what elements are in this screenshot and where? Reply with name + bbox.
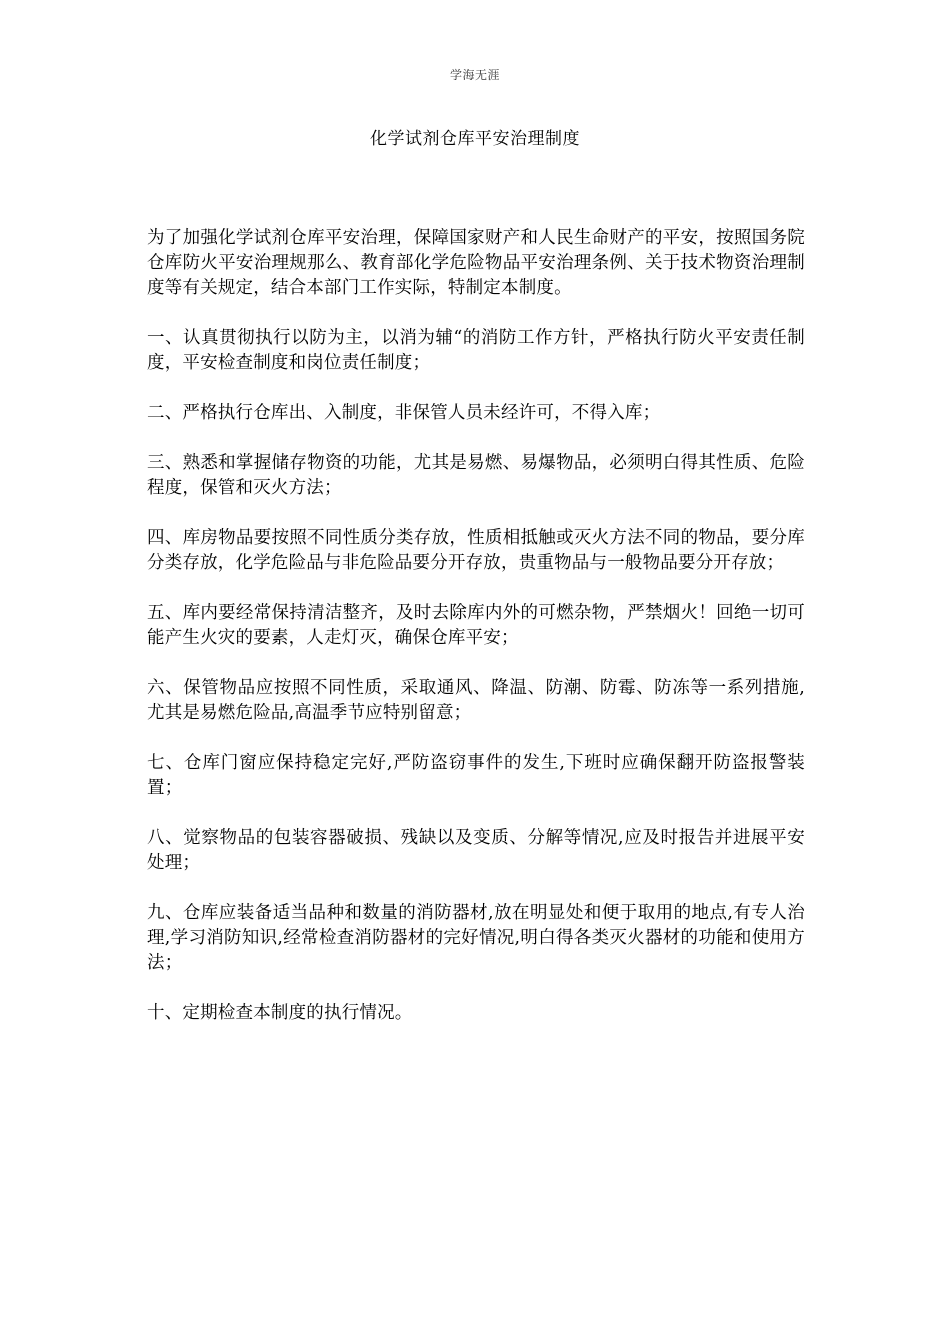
paragraph-item-4: 四、库房物品要按照不同性质分类存放，性质相抵触或灭火方法不同的物品，要分库分类存放，化学危险品与非危险品要分开存放，贵重物品与一般物品要分开存放； (147, 528, 805, 573)
paragraph-item-3: 三、熟悉和掌握储存物资的功能，尤其是易燃、易爆物品，必须明白得其性质、危险程度，保管和灭火方法； (147, 453, 805, 498)
paragraph-item-1: 一、认真贯彻执行以防为主，以消为辅“的消防工作方针，严格执行防火平安责任制度，平安检查制度和岗位责任制度； (147, 328, 805, 373)
document-body (147, 226, 805, 1051)
paragraph-item-2: 二、严格执行仓库出、入制度，非保管人员未经许可，不得入库； (147, 403, 661, 423)
paragraph-item-5: 五、库内要经常保持清洁整齐，及时去除库内外的可燃杂物，严禁烟火！回绝一切可能产生火灾的要素，人走灯灭，确保仓库平安； (147, 603, 805, 648)
paragraph-item-10: 十、定期检查本制度的执行情况。 (147, 1003, 413, 1023)
document-title: 化学试剂仓库平安治理制度 (370, 129, 580, 149)
paragraph-intro: 为了加强化学试剂仓库平安治理，保障国家财产和人民生命财产的平安，按照国务院仓库防火平安治理规那么、教育部化学危险物品平安治理条例、关于技术物资治理制度等有关规定，结合本部门工作实际，特制定本制度。 (147, 228, 805, 298)
paragraph-item-9: 九、仓库应装备适当品种和数量的消防器材,放在明显处和便于取用的地点,有专人治理,学习消防知识,经常检查消防器材的完好情况,明白得各类灭火器材的功能和使用方法； (147, 903, 805, 973)
paragraph-item-8: 八、觉察物品的包装容器破损、残缺以及变质、分解等情况,应及时报告并进展平安处理； (147, 828, 805, 873)
paragraph-item-6: 六、保管物品应按照不同性质，采取通风、降温、防潮、防霉、防冻等一系列措施,尤其是易燃危险品,高温季节应特别留意； (147, 678, 805, 723)
paragraph-item-7: 七、仓库门窗应保持稳定完好,严防盗窃事件的发生,下班时应确保翻开防盗报警装置； (147, 753, 805, 798)
page-header-text: 学海无涯 (449, 68, 500, 82)
